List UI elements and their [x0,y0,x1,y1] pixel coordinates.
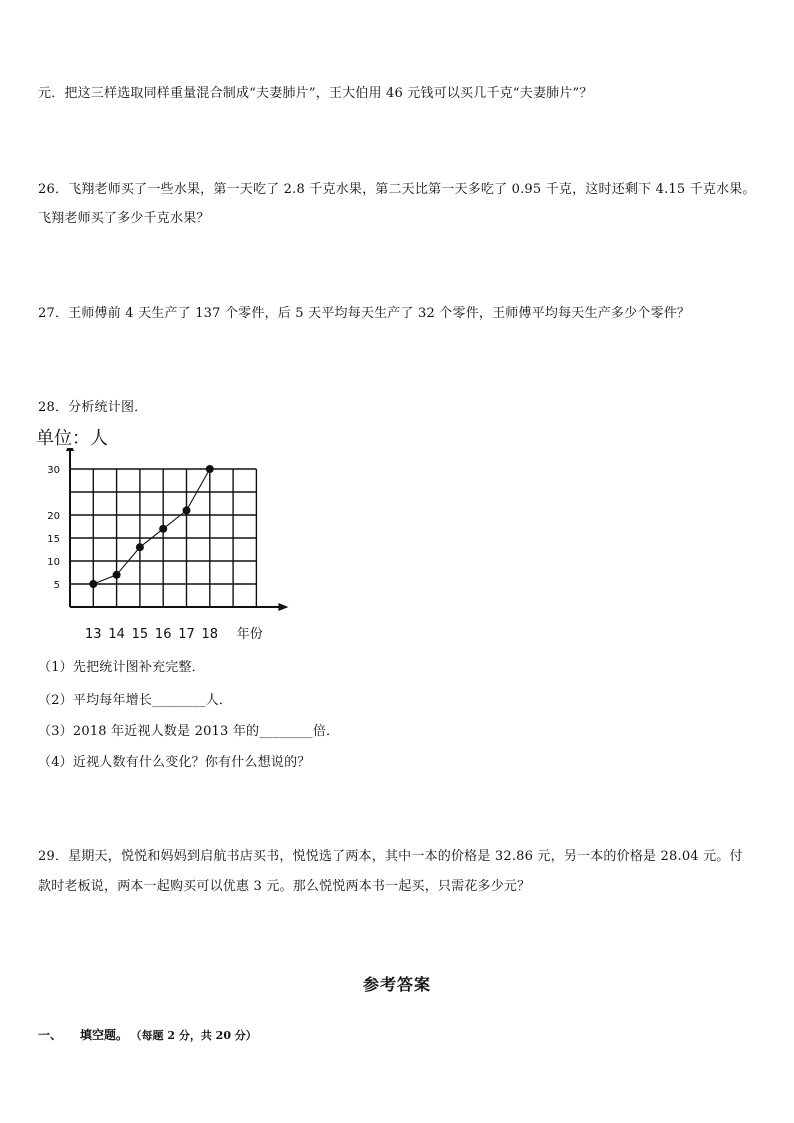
question-25-tail: 元．把这三样选取同样重量混合制成“夫妻肺片”，王大伯用 46 元钱可以买几千克“夫妻肺片”？ [38,86,593,101]
y-tick-label: 30 [47,465,60,476]
x-tick-label: 18 [201,627,219,642]
data-point [206,465,214,473]
question-28-sub-1: （1）先把统计图补充完整． [38,660,205,675]
section-number: 一、 [38,1028,63,1042]
x-tick-label: 15 [131,627,149,642]
x-axis-unit-label: 年份 [236,627,263,642]
section-title: 填空题。 [80,1028,129,1042]
question-29-line-2: 款时老板说，两本一起购买可以优惠 3 元。那么悦悦两本书一起买，只需花多少元？ [38,879,531,894]
data-point [89,580,97,588]
data-point [183,506,191,514]
x-tick-label: 17 [178,627,195,642]
y-axis-arrow [66,448,74,451]
question-26-line-1: 26．飞翔老师买了一些水果，第一天吃了 2.8 千克水果，第二天比第一天多吃了 0.95 千克，这时还剩下 4.15 千克水果。 [38,182,756,197]
data-point [136,543,144,551]
x-tick-label: 13 [85,627,102,642]
question-29-line-1: 29．星期天，悦悦和妈妈到启航书店买书，悦悦选了两本，其中一本的价格是 32.86 元，另一本的价格是 28.04 元。付 [38,849,743,864]
question-28-sub-3: （3）2018 年近视人数是 2013 年的________倍． [38,724,340,739]
data-point [113,571,121,579]
question-26-line-2: 飞翔老师买了多少千克水果？ [38,211,210,226]
question-28-sub-2: （2）平均每年增长________人． [38,693,233,708]
line-chart [30,448,330,648]
y-tick-label: 5 [53,580,60,591]
series-line [93,469,210,584]
x-tick-label: 16 [154,627,172,642]
data-point [159,525,167,533]
answers-title: 参考答案 [362,975,431,994]
question-28-sub-4: （4）近视人数有什么变化？你有什么想说的？ [38,755,311,770]
y-tick-label: 10 [47,557,60,568]
answers-section-heading [38,1026,257,1043]
section-note: （每题 2 分，共 20 分） [136,1029,257,1042]
x-tick-label: 14 [108,627,125,642]
question-27: 27．王师傅前 4 天生产了 137 个零件，后 5 天平均每天生产了 32 个零件，王师傅平均每天生产多少个零件？ [38,306,691,321]
question-28-title: 28．分析统计图． [38,400,148,415]
x-axis-arrow [278,603,288,611]
chart-unit-label: 单位：人 [36,428,108,449]
y-tick-label: 15 [47,534,60,545]
y-tick-label: 20 [47,511,60,522]
